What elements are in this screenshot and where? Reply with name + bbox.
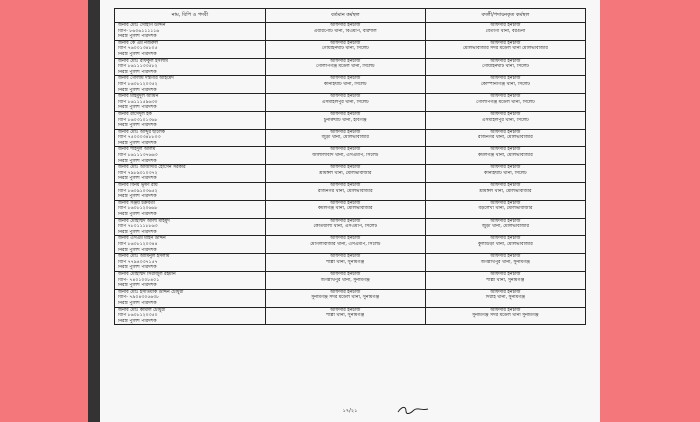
table-body xyxy=(115,23,586,325)
officer-name: জনাব সঞ্জয় চক্রবর্তী xyxy=(118,200,155,206)
current-title: অফিসার ইনচার্জ xyxy=(330,307,361,313)
table-row xyxy=(115,254,586,272)
name-cell xyxy=(115,23,266,41)
new-title: অফিসার ইনচার্জ xyxy=(490,94,521,100)
officer-bp: বিপি ৮৬০৮১২০৩৪৪ xyxy=(118,241,158,247)
current-title: অফিসার ইনচার্জ xyxy=(330,94,361,100)
header-current: বর্তমান কর্মস্থল xyxy=(265,9,425,23)
new-station: কোম্পানীগঞ্জ থানা, সিলেট xyxy=(480,81,530,87)
current-station: এসমাইলপুর থানা, সিলেট xyxy=(321,99,369,105)
current-station: কমলগঞ্জ থানা, মৌলভীবাজার xyxy=(317,206,373,212)
officer-name: জনাব শহিদুল আলম xyxy=(118,147,156,153)
table-row xyxy=(115,129,586,147)
new-post-cell xyxy=(425,289,585,307)
name-cell xyxy=(115,271,266,289)
table-row xyxy=(115,165,586,183)
officer-rank: নিরস্ত্র পুলিশ পরিদর্শক xyxy=(118,34,157,40)
new-post-cell xyxy=(425,218,585,236)
table-header-row xyxy=(115,9,586,23)
name-cell xyxy=(115,200,266,218)
officer-rank: নিরস্ত্র পুলিশ পরিদর্শক xyxy=(118,318,157,324)
current-title: অফিসার ইনচার্জ xyxy=(330,23,361,28)
new-post-cell xyxy=(425,147,585,165)
current-title: অফিসার ইনচার্জ xyxy=(330,40,361,46)
table-row xyxy=(115,307,586,325)
table-row xyxy=(115,218,586,236)
current-post-cell xyxy=(265,218,425,236)
officer-bp: বিপি ৮৬১১১৩৩৫৮২ xyxy=(118,64,158,70)
officer-rank: নিরস্ত্র পুলিশ পরিদর্শক xyxy=(118,247,157,253)
officer-rank: নিরস্ত্র পুলিশ পরিদর্শক xyxy=(118,229,157,235)
current-station: জুড়ী থানা, মৌলভীবাজার xyxy=(321,135,369,141)
new-station: রাজনগর থানা, মৌলভীবাজার xyxy=(478,135,533,141)
new-station: গোলাপগঞ্জ মডেল থানা, সিলেট xyxy=(476,99,535,105)
header-name: নাম, বিপি ও পদবী xyxy=(115,9,266,23)
current-post-cell xyxy=(265,58,425,76)
current-station: এয়ারপোর্ট থানা, বিএমপি, বরিশাল xyxy=(313,28,377,34)
new-post-cell xyxy=(425,111,585,129)
current-station: চুনারুঘাট থানা, হবিগঞ্জ xyxy=(323,117,367,123)
officer-name: জনাব গোলাম দস্তগীর আহমেদ xyxy=(118,76,174,82)
new-title: অফিসার ইনচার্জ xyxy=(490,183,521,189)
table-row xyxy=(115,289,586,307)
new-title: অফিসার ইনচার্জ xyxy=(490,147,521,153)
current-station: রাজনগর থানা, মৌলভীবাজার xyxy=(317,188,373,194)
table-row xyxy=(115,271,586,289)
new-station: কুলাউড়া থানা, মৌলভীবাজার xyxy=(478,241,533,247)
officer-rank: নিরস্ত্র পুলিশ পরিদর্শক xyxy=(118,123,157,129)
officer-rank: নিরস্ত্র পুলিশ পরিদর্শক xyxy=(118,105,157,111)
officer-bp: বিপি ৭৮০১১১৮৮৬৩ xyxy=(118,224,158,230)
current-title: অফিসার ইনচার্জ xyxy=(330,58,361,64)
current-title: অফিসার ইনচার্জ xyxy=(330,165,361,171)
new-station: গোয়াইনঘাট থানা, সিলেট xyxy=(481,64,529,70)
new-title: অফিসার ইনচার্জ xyxy=(490,271,521,277)
current-station: গোয়াইনঘাট থানা, সিলেট xyxy=(321,46,369,52)
new-post-cell xyxy=(425,236,585,254)
officer-name: জনাব এসএম মাইন উদ্দিন xyxy=(118,236,166,242)
officer-rank: নিরস্ত্র পুলিশ পরিদর্শক xyxy=(118,194,157,200)
new-station: জুড়ী থানা, মৌলভীবাজার xyxy=(481,224,530,230)
current-post-cell xyxy=(265,40,425,58)
new-post-cell xyxy=(425,165,585,183)
name-cell xyxy=(115,165,266,183)
table-row xyxy=(115,236,586,254)
new-post-cell xyxy=(425,307,585,325)
current-title: অফিসার ইনচার্জ xyxy=(330,271,361,277)
current-title: অফিসার ইনচার্জ xyxy=(330,129,361,135)
officer-name: জনাব মোহাম্মদ সিরাজুল রহমান xyxy=(118,271,176,277)
current-title: অফিসার ইনচার্জ xyxy=(330,218,361,224)
current-title: অফিসার ইনচার্জ xyxy=(330,254,361,260)
officer-bp: বিপি- ৭৯০৪৩০৫৬৩৮ xyxy=(118,295,160,301)
officer-name: জনাব মোঃ ইসতিয়াক উদ্দিন চৌধুরী xyxy=(118,289,184,295)
table-row xyxy=(115,40,586,58)
officer-name: জনাব কে এম নজরুল xyxy=(118,40,159,46)
current-title: অফিসার ইনচার্জ xyxy=(330,111,361,117)
name-cell xyxy=(115,111,266,129)
current-station: গোলাপগঞ্জ মডেল থানা, সিলেট xyxy=(316,64,375,70)
current-station: মোগলাবাজার থানা, এসএমপি, সিলেট xyxy=(310,241,381,247)
officer-bp: বিপি ৭৭৯৪০৩৭১৫৭ xyxy=(118,259,158,265)
current-post-cell xyxy=(265,94,425,112)
officer-rank: নিরস্ত্র পুলিশ পরিদর্শক xyxy=(118,140,157,146)
officer-name: জনাব মোঃ আমিনুল ইসলাম xyxy=(118,254,170,260)
new-title: অফিসার ইনচার্জ xyxy=(490,236,521,242)
officer-bp: বিপি ৭৯৮৯০১০৩৭২ xyxy=(118,170,158,176)
officer-rank: নিরস্ত্র পুলিশ পরিদর্শক xyxy=(118,212,157,217)
current-title: অফিসার ইনচার্জ xyxy=(330,200,361,206)
new-station: বড়লেখা থানা, মৌলভীবাজার xyxy=(478,206,533,212)
officer-rank: নিরস্ত্র পুলিশ পরিদর্শক xyxy=(118,283,157,289)
current-title: অফিসার ইনচার্জ xyxy=(330,236,361,242)
new-post-cell xyxy=(425,129,585,147)
officer-rank: নিরস্ত্র পুলিশ পরিদর্শক xyxy=(118,176,157,182)
new-title: অফিসার ইনচার্জ xyxy=(490,111,521,117)
officer-rank: নিরস্ত্র পুলিশ পরিদর্শক xyxy=(118,158,157,164)
current-post-cell xyxy=(265,147,425,165)
officer-name: জনাব মোহাম্মদ আলী মাহমুদ xyxy=(118,218,170,224)
current-post-cell xyxy=(265,289,425,307)
current-post-cell xyxy=(265,111,425,129)
current-post-cell xyxy=(265,165,425,183)
name-cell xyxy=(115,94,266,112)
new-station: দিরাই থানা, সুনামগঞ্জ xyxy=(485,295,526,301)
officer-rank: নিরস্ত্র পুলিশ পরিদর্শক xyxy=(118,51,157,57)
new-station: বেতাগী থানা, বরগুনা xyxy=(485,28,526,34)
officer-name: জনাব বিনয় ভূষণ রায় xyxy=(118,183,158,189)
officer-rank: নিরস্ত্র পুলিশ পরিদর্শক xyxy=(118,300,157,306)
right-background xyxy=(600,0,700,422)
new-post-cell xyxy=(425,271,585,289)
officer-bp: বিপি ৭৫০০০৩৪৮৮০৩ xyxy=(118,135,161,141)
current-station: শ্রীমঙ্গল থানা, মৌলভীবাজার xyxy=(319,170,372,176)
viewer-edge xyxy=(88,0,100,422)
officer-bp: বিপি ৮৬০৮১২০৩৫২ xyxy=(118,81,158,87)
current-post-cell xyxy=(265,76,425,94)
page-number: ১৭/২১ xyxy=(342,408,358,414)
table-row xyxy=(115,94,586,112)
current-post-cell xyxy=(265,23,425,41)
new-station: কানাইঘাট থানা, সিলেট xyxy=(484,170,527,176)
new-title: অফিসার ইনচার্জ xyxy=(490,76,521,82)
new-post-cell xyxy=(425,94,585,112)
current-station: জালালাবাদ থানা, এসএমপি, সিলেট xyxy=(312,153,379,159)
name-cell xyxy=(115,218,266,236)
table-row xyxy=(115,183,586,201)
new-station: শ্রীমঙ্গল থানা, মৌলভীবাজার xyxy=(479,188,532,194)
name-cell xyxy=(115,58,266,76)
current-title: অফিসার ইনচার্জ xyxy=(330,76,361,82)
officer-bp: বিপি ৮৬১১১৫৯৬৩০ xyxy=(118,99,158,105)
name-cell xyxy=(115,183,266,201)
new-post-cell xyxy=(425,76,585,94)
new-post-cell xyxy=(425,40,585,58)
new-post-cell xyxy=(425,254,585,272)
current-station: সুনামগঞ্জ সদর মডেল থানা, সুনামগঞ্জ xyxy=(311,295,380,301)
current-station: কানাইঘাট থানা, সিলেট xyxy=(323,81,367,87)
current-post-cell xyxy=(265,307,425,325)
new-title: অফিসার ইনচার্জ xyxy=(490,165,521,171)
new-title: অফিসার ইনচার্জ xyxy=(490,129,521,135)
document-page xyxy=(100,0,600,422)
new-title: অফিসার ইনচার্জ xyxy=(490,200,521,206)
current-title: অফিসার ইনচার্জ xyxy=(330,289,361,295)
officer-rank: নিরস্ত্র পুলিশ পরিদর্শক xyxy=(118,69,157,75)
officer-rank: নিরস্ত্র পুলিশ পরিদর্শক xyxy=(118,265,157,271)
name-cell xyxy=(115,147,266,165)
name-cell xyxy=(115,307,266,325)
current-post-cell xyxy=(265,236,425,254)
officer-name: জনাব রাসেদুল হক xyxy=(118,111,152,117)
new-post-cell xyxy=(425,58,585,76)
current-title: অফিসার ইনচার্জ xyxy=(330,183,361,189)
officer-name: জনাব মোঃ সোহাগ উদ্দিন xyxy=(118,23,166,28)
table-row xyxy=(115,76,586,94)
new-post-cell xyxy=(425,183,585,201)
name-cell xyxy=(115,40,266,58)
new-title: অফিসার ইনচার্জ xyxy=(490,307,521,313)
new-title: অফিসার ইনচার্জ xyxy=(490,254,521,260)
current-post-cell xyxy=(265,271,425,289)
table-row xyxy=(115,200,586,218)
name-cell xyxy=(115,76,266,94)
officer-bp: বিপি ৮৬১১১৩৭৬৬৩ xyxy=(118,153,158,159)
new-station: মৌলভীবাজার সদর মডেল থানা মৌলভীবাজার xyxy=(462,46,548,52)
officer-name: জনাব মোঃ রফিকুল ইসলাম xyxy=(118,58,168,64)
new-title: অফিসার ইনচার্জ xyxy=(490,289,521,295)
officer-name: জনাব মোঃ কামাল চৌধুরী xyxy=(118,307,166,313)
new-title: অফিসার ইনচার্জ xyxy=(490,40,521,46)
table-row xyxy=(115,23,586,41)
new-station: সুনামগঞ্জ সদর মডেল থানা সুনামগঞ্জ xyxy=(472,313,539,319)
current-post-cell xyxy=(265,183,425,201)
left-background xyxy=(0,0,88,422)
new-post-cell xyxy=(425,200,585,218)
current-post-cell xyxy=(265,129,425,147)
name-cell xyxy=(115,289,266,307)
officer-bp: বিপি ৮৬০৮১২০৬৬৮ xyxy=(118,206,158,212)
current-station: কোতয়ালী থানা, এসএমপি, সিলেট xyxy=(313,224,377,230)
new-station: এসমাইলপুর থানা, সিলেট xyxy=(482,117,529,123)
officer-bp: বিপি ৮৬০৮১২০৩৫০ xyxy=(118,313,158,319)
new-title: অফিসার ইনচার্জ xyxy=(490,218,521,224)
officer-bp: বিপি ৮৬০৩১০১৩৬৮ xyxy=(118,117,158,123)
officer-bp: বিপি ৭৬০০১৩৪৮০৫ xyxy=(118,46,158,52)
name-cell xyxy=(115,236,266,254)
officer-bp: বিপি ৮৬০৯১০৩৬৫২ xyxy=(118,188,158,194)
table-row xyxy=(115,111,586,129)
new-title: অফিসার ইনচার্জ xyxy=(490,23,521,28)
officer-bp: বিপি- ৮৬০৬১১১১১৬ xyxy=(118,28,160,34)
current-station: শাল্লা থানা, সুনামগঞ্জ xyxy=(326,313,365,319)
new-station: জগন্নাথপুর থানা, সুনামগঞ্জ xyxy=(480,259,530,265)
current-station: শাল্লা থানা, সুনামগঞ্জ xyxy=(326,259,365,265)
current-post-cell xyxy=(265,254,425,272)
header-transfer: বদলী/পদায়নকৃত কর্মস্থল xyxy=(425,9,585,23)
new-station: শাল্লা থানা, সুনামগঞ্জ xyxy=(486,277,525,283)
current-station: জগন্নাথপুর থানা, সুনামগঞ্জ xyxy=(320,277,370,283)
name-cell xyxy=(115,254,266,272)
new-post-cell xyxy=(425,23,585,41)
officer-name: জনাব মোঃ আব্দুর ছালেক xyxy=(118,129,166,135)
current-title: অফিসার ইনচার্জ xyxy=(330,147,361,153)
table-row xyxy=(115,58,586,76)
transfer-table xyxy=(114,8,586,325)
name-cell xyxy=(115,129,266,147)
officer-rank: নিরস্ত্র পুলিশ পরিদর্শক xyxy=(118,87,157,93)
table-row xyxy=(115,147,586,165)
new-station: কমলগঞ্জ থানা, মৌলভীবাজার xyxy=(478,153,533,159)
officer-bp: বিপি- ৭৪০১০০৮৪০১ xyxy=(118,277,160,283)
officer-name: জনাব মাহমুদুল আমিন xyxy=(118,94,159,100)
current-post-cell xyxy=(265,200,425,218)
new-title: অফিসার ইনচার্জ xyxy=(490,58,521,64)
officer-name: জনাব মোঃ আজাদীর হোসেন সরকার xyxy=(118,165,186,171)
